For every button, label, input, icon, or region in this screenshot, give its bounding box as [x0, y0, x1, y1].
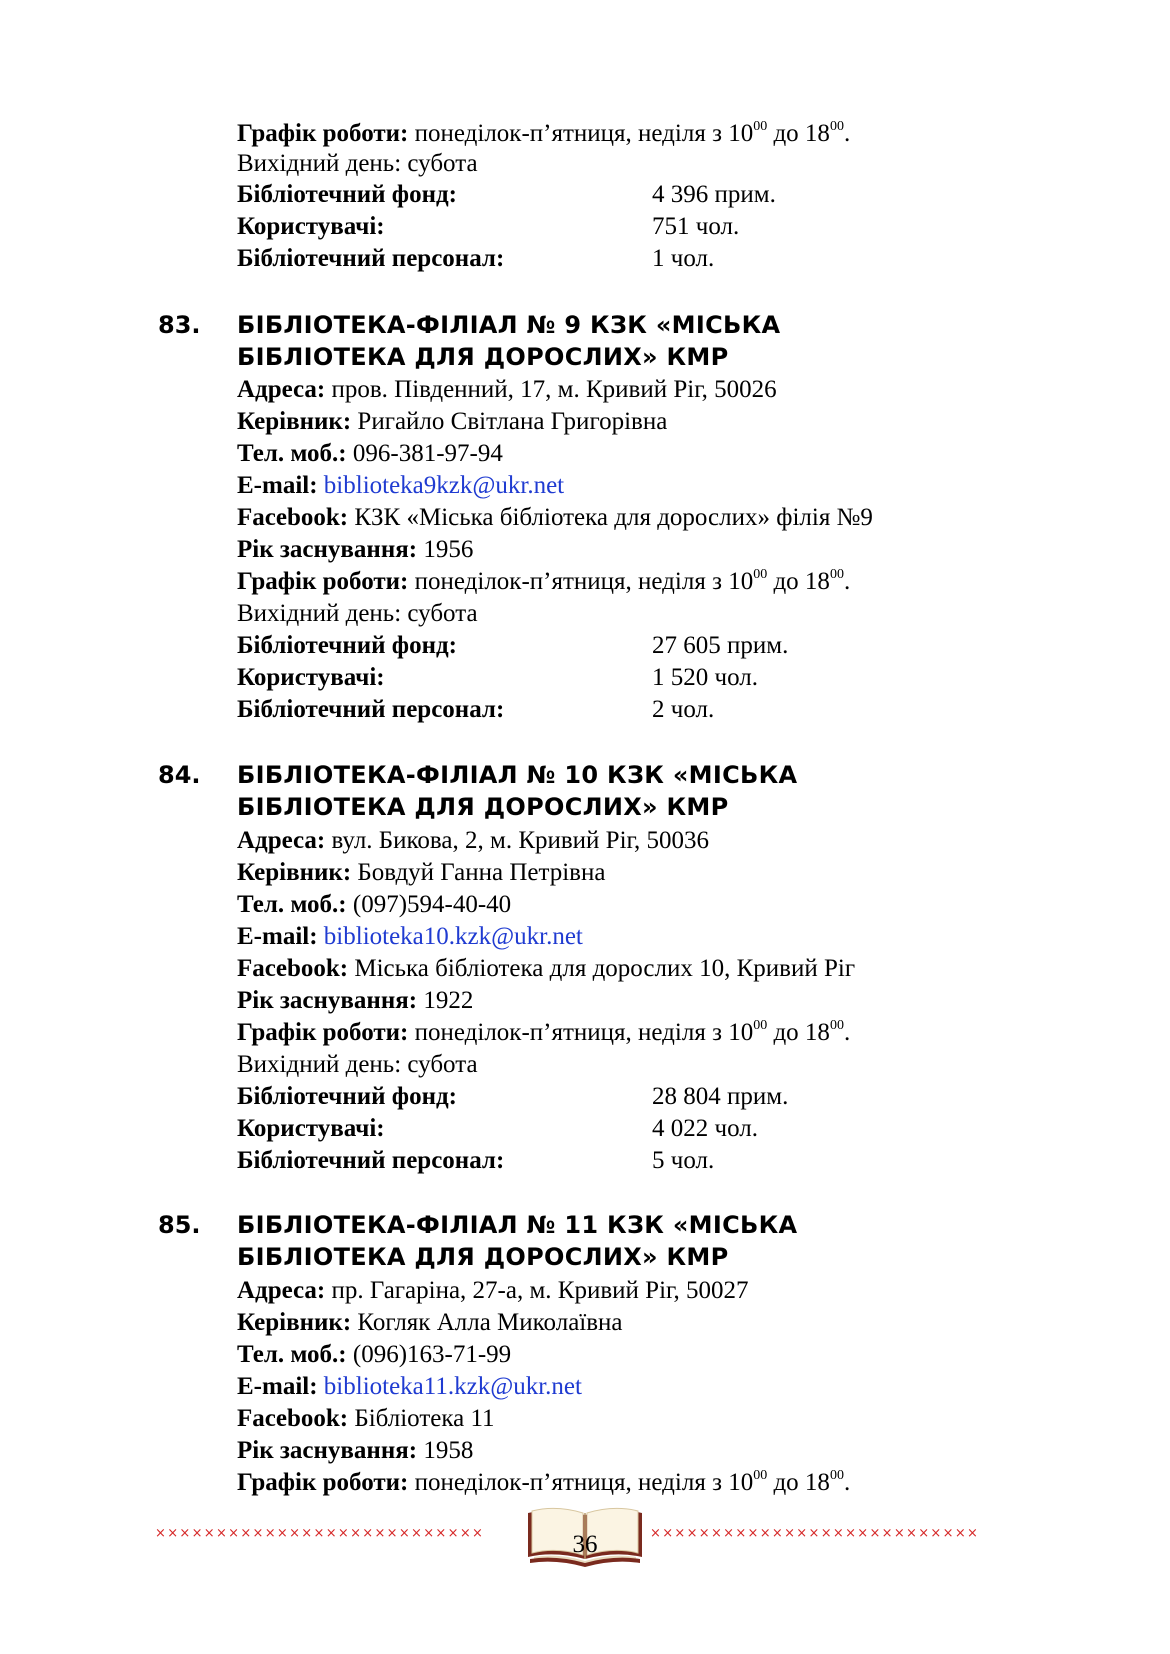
staff-label-text: Бібліотечний персонал: — [237, 696, 505, 723]
schedule-text: . — [843, 568, 851, 595]
head-label: Керівник: — [237, 408, 352, 435]
schedule-text: понеділок-п’ятниця, неділя з 10 — [408, 1019, 754, 1046]
fund-value: 27 605 прим. — [652, 632, 789, 659]
schedule-text: . — [843, 1469, 851, 1496]
phone-line — [237, 890, 511, 920]
users-value: 1 520 чол. — [652, 664, 758, 691]
head-line — [237, 1308, 623, 1338]
year-line — [237, 986, 473, 1016]
schedule-line — [237, 1468, 850, 1498]
schedule-sup: 00 — [753, 1468, 768, 1483]
users-label — [237, 663, 385, 693]
phone-value: (097)594-40-40 — [346, 891, 512, 918]
address-label: Адреса: — [237, 1277, 326, 1304]
email-link[interactable]: biblioteka9kzk@ukr.net — [317, 472, 565, 499]
phone-label: Тел. моб.: — [237, 891, 347, 918]
staff-value: 5 чол. — [652, 1147, 715, 1174]
phone-label: Тел. моб.: — [237, 1341, 347, 1368]
footer-ornament-right: ××××××××××××××××××××××××××× — [650, 1527, 980, 1541]
year-line — [237, 1436, 473, 1466]
staff-label-text: Бібліотечний персонал: — [237, 245, 505, 272]
year-value: 1958 — [417, 1437, 474, 1464]
facebook-label: Facebook: — [237, 504, 349, 531]
users-label — [237, 212, 385, 242]
year-value: 1956 — [417, 536, 474, 563]
users-value: 4 022 чол. — [652, 1115, 758, 1142]
facebook-line — [237, 1404, 495, 1434]
staff-label — [237, 695, 504, 725]
fund-label — [237, 180, 457, 210]
email-line — [237, 1372, 582, 1402]
page-number: 36 — [572, 1531, 598, 1558]
address-label: Адреса: — [237, 827, 326, 854]
staff-value: 2 чол. — [652, 696, 715, 723]
entry-number: 83. — [158, 311, 201, 339]
facebook-label: Facebook: — [237, 1405, 349, 1432]
schedule-line — [237, 119, 850, 149]
fund-label-text: Бібліотечний фонд: — [237, 1083, 457, 1110]
fund-value: 4 396 прим. — [652, 181, 776, 208]
head-label: Керівник: — [237, 1309, 352, 1336]
year-value: 1922 — [417, 987, 474, 1014]
schedule-label: Графік роботи: — [237, 120, 409, 147]
facebook-value: Бібліотека 11 — [348, 1405, 495, 1432]
address-label: Адреса: — [237, 376, 326, 403]
schedule-sup: 00 — [829, 119, 844, 134]
year-line — [237, 535, 473, 565]
fund-label-text: Бібліотечний фонд: — [237, 632, 457, 659]
address-line — [237, 826, 709, 856]
phone-value: (096)163-71-99 — [346, 1341, 512, 1368]
facebook-value: Міська бібліотека для дорослих 10, Кривий Ріг — [348, 955, 856, 982]
staff-label — [237, 1146, 504, 1176]
schedule-text: до 18 — [767, 568, 830, 595]
entry-title-line2: БІБЛІОТЕКА ДЛЯ ДОРОСЛИХ» КМР — [237, 343, 729, 371]
entry-number: 84. — [158, 761, 201, 789]
email-line — [237, 471, 564, 501]
email-label: E-mail: — [237, 472, 318, 499]
facebook-line — [237, 954, 855, 984]
entry-title-line1: БІБЛІОТЕКА-ФІЛІАЛ № 9 КЗК «МІСЬКА — [237, 311, 781, 339]
address-value: вул. Бикова, 2, м. Кривий Ріг, 50036 — [325, 827, 709, 854]
head-line — [237, 858, 605, 888]
dayoff-line: Вихідний день: субота — [237, 600, 478, 627]
staff-label-text: Бібліотечний персонал: — [237, 1147, 505, 1174]
schedule-line — [237, 567, 850, 597]
entry-title-line1: БІБЛІОТЕКА-ФІЛІАЛ № 10 КЗК «МІСЬКА — [237, 761, 798, 789]
schedule-text: . — [843, 120, 851, 147]
schedule-text: понеділок-п’ятниця, неділя з 10 — [408, 120, 754, 147]
email-link[interactable]: biblioteka11.kzk@ukr.net — [317, 1373, 582, 1400]
entry-title-line2: БІБЛІОТЕКА ДЛЯ ДОРОСЛИХ» КМР — [237, 793, 729, 821]
dayoff-line: Вихідний день: субота — [237, 1051, 478, 1078]
phone-value: 096-381-97-94 — [346, 440, 503, 467]
email-label: E-mail: — [237, 923, 318, 950]
facebook-label: Facebook: — [237, 955, 349, 982]
users-value: 751 чол. — [652, 213, 740, 240]
facebook-line — [237, 503, 873, 533]
schedule-text: до 18 — [767, 1469, 830, 1496]
phone-label: Тел. моб.: — [237, 440, 347, 467]
year-label: Рік заснування: — [237, 536, 418, 563]
schedule-sup: 00 — [753, 1018, 768, 1033]
email-label: E-mail: — [237, 1373, 318, 1400]
users-label-text: Користувачі: — [237, 213, 385, 240]
email-link[interactable]: biblioteka10.kzk@ukr.net — [317, 923, 583, 950]
schedule-sup: 00 — [829, 567, 844, 582]
entry-title-line1: БІБЛІОТЕКА-ФІЛІАЛ № 11 КЗК «МІСЬКА — [237, 1211, 798, 1239]
schedule-label: Графік роботи: — [237, 1469, 409, 1496]
footer-ornament-left: ××××××××××××××××××××××××××× — [155, 1527, 485, 1541]
schedule-sup: 00 — [753, 567, 768, 582]
schedule-sup: 00 — [829, 1018, 844, 1033]
dayoff-line: Вихідний день: субота — [237, 150, 478, 177]
schedule-text: понеділок-п’ятниця, неділя з 10 — [408, 568, 754, 595]
schedule-sup: 00 — [829, 1468, 844, 1483]
head-value: Ригайло Світлана Григорівна — [351, 408, 668, 435]
schedule-line — [237, 1018, 850, 1048]
users-label — [237, 1114, 385, 1144]
facebook-value: КЗК «Міська бібліотека для дорослих» філія №9 — [348, 504, 873, 531]
fund-label — [237, 1082, 457, 1112]
address-line — [237, 375, 777, 405]
users-label-text: Користувачі: — [237, 1115, 385, 1142]
schedule-text: . — [843, 1019, 851, 1046]
head-line — [237, 407, 667, 437]
year-label: Рік заснування: — [237, 987, 418, 1014]
schedule-label: Графік роботи: — [237, 568, 409, 595]
head-value: Бовдуй Ганна Петрівна — [351, 859, 606, 886]
email-line — [237, 922, 583, 952]
schedule-text: до 18 — [767, 1019, 830, 1046]
fund-value: 28 804 прим. — [652, 1083, 789, 1110]
schedule-text: понеділок-п’ятниця, неділя з 10 — [408, 1469, 754, 1496]
fund-label — [237, 631, 457, 661]
address-value: пров. Південний, 17, м. Кривий Ріг, 50026 — [325, 376, 777, 403]
entry-title-line2: БІБЛІОТЕКА ДЛЯ ДОРОСЛИХ» КМР — [237, 1243, 729, 1271]
head-label: Керівник: — [237, 859, 352, 886]
address-line — [237, 1276, 748, 1306]
phone-line — [237, 1340, 511, 1370]
entry-number: 85. — [158, 1211, 201, 1239]
year-label: Рік заснування: — [237, 1437, 418, 1464]
schedule-label: Графік роботи: — [237, 1019, 409, 1046]
staff-label — [237, 244, 504, 274]
address-value: пр. Гагаріна, 27-а, м. Кривий Ріг, 50027 — [325, 1277, 749, 1304]
head-value: Когляк Алла Миколаївна — [351, 1309, 623, 1336]
phone-line — [237, 439, 503, 469]
users-label-text: Користувачі: — [237, 664, 385, 691]
schedule-sup: 00 — [753, 119, 768, 134]
fund-label-text: Бібліотечний фонд: — [237, 181, 457, 208]
staff-value: 1 чол. — [652, 245, 715, 272]
schedule-text: до 18 — [767, 120, 830, 147]
